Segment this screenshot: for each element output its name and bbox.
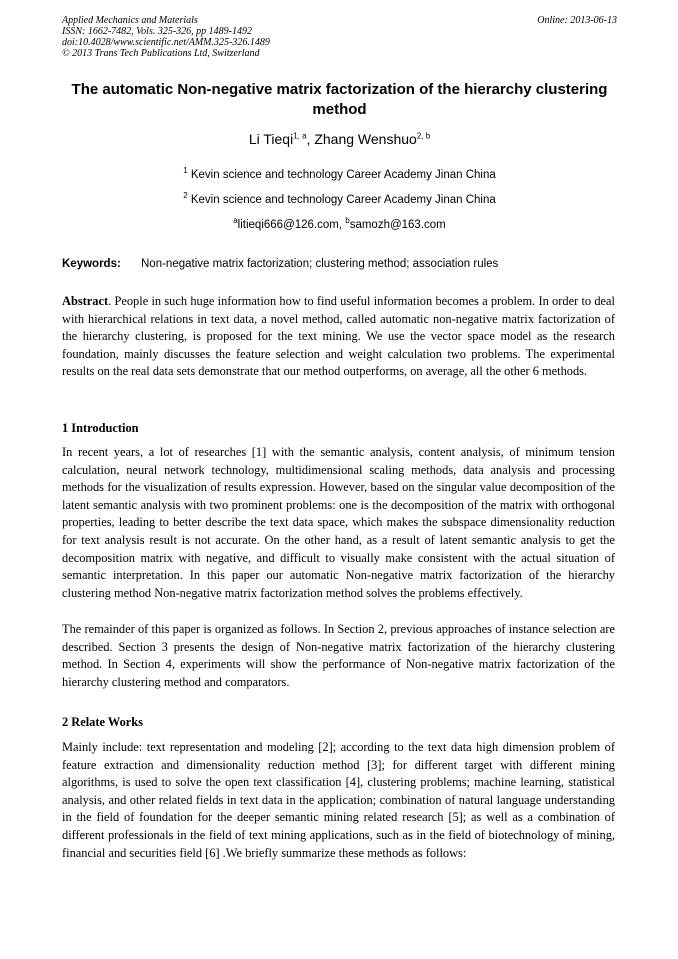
journal-name: Applied Mechanics and Materials	[62, 15, 198, 26]
author-1: Li Tieqi	[248, 131, 294, 147]
doi-line[interactable]: doi:10.4028/www.scientific.net/AMM.325-326.1489	[62, 37, 270, 48]
section-2-heading: 2 Relate Works	[62, 715, 143, 729]
author-1-sup: 1, a	[293, 131, 307, 141]
abstract-text: . People in such huge information how to find useful information becomes a problem. In order to deal with hierarchical relations in text data, a novel method, called automatic non-negative matrix factorization of the hierarchy clustering, is proposed for the text mining. We use the vector space model as the research foundation, mainly discusses the feature selection and weight calculation two problems. The experimental results on the real data sets demonstrate that our method outperforms, on average, all the other 6 methods.	[62, 294, 615, 379]
affiliation-1-text: Kevin science and technology Career Academy Jinan China	[187, 169, 496, 181]
author-2: Zhang Wenshuo	[314, 131, 417, 147]
section-2-paragraph-1: Mainly include: text representation and modeling [2]; according to the text data high dimension problem of feature extraction and dimensionality reduction method [3]; for different target with different mining algorithms, is used to solve the open text classification [4], clustering problems; machine learning, statistical analysis, and other related fields in text data in the application; combination of natural language understanding in the field of foundation for the deeper semantic mining related research [5]; as well as a combination of different professionals in the field of text mining applications, such as in the field of biotechnology of mining, financial and securities field [6] .We briefly summarize these methods as follows:	[62, 740, 615, 860]
email-2-sup: b	[345, 216, 350, 226]
issn-line: ISSN: 1662-7482, Vols. 325-326, pp 1489-1492	[62, 26, 252, 37]
abstract	[62, 293, 615, 381]
affiliation-1-num: 1	[183, 166, 188, 176]
author-line	[62, 130, 617, 148]
email-1[interactable]: litieqi666@126.com	[237, 219, 339, 231]
email-line	[62, 218, 617, 232]
copyright-line: © 2013 Trans Tech Publications Ltd, Switzerland	[62, 48, 260, 59]
author-separator: ,	[306, 131, 315, 147]
email-2[interactable]: samozh@163.com	[349, 219, 446, 231]
journal-header	[62, 15, 617, 59]
paper-title: The automatic Non-negative matrix factorization of the hierarchy clustering method	[71, 81, 608, 118]
affiliation-1	[62, 168, 617, 182]
online-date: Online: 2013-06-13	[537, 15, 617, 26]
keywords-text: Non-negative matrix factorization; clustering method; association rules	[141, 258, 499, 270]
keywords-label: Keywords:	[62, 258, 121, 270]
author-2-sup: 2, b	[416, 131, 431, 141]
section-1-paragraph-1: In recent years, a lot of researches [1] with the semantic analysis, content analysis, of minimum tension calculation, neural network technology, multidimensional scaling methods, data analysis and processing methods for the visualization of results expression. However, based on the singular value decomposition of the latent semantic analysis with two prominent problems: one is the decomposition of the matrix with orthogonal properties, leading to better describe the text data space, which makes the subspace dimensionality reduction for text analysis result is not accurate. On the other hand, as a result of latent semantic analysis to get the decomposition matrix with negative, and difficult to visually make consistent with the actual situation of semantic interpretation. In this paper our automatic Non-negative matrix factorization of the hierarchy clustering method Non-negative matrix factorization method solves the problems effectively.	[62, 445, 615, 600]
abstract-label: Abstract	[62, 294, 109, 308]
affiliation-2-text: Kevin science and technology Career Academy Jinan China	[187, 194, 496, 206]
affiliation-2	[62, 193, 617, 207]
email-1-sup: a	[233, 216, 238, 226]
section-1-heading: 1 Introduction	[62, 421, 139, 435]
affiliation-2-num: 2	[183, 191, 188, 201]
keywords-line	[62, 257, 617, 271]
section-1-paragraph-2: The remainder of this paper is organized as follows. In Section 2, previous approaches of instance selection are described. Section 3 presents the design of Non-negative matrix factorization of the hierarchy clustering method. In Section 4, experiments will show the performance of Non-negative matrix factorization of the hierarchy clustering method and comparators.	[62, 622, 615, 689]
email-separator: ,	[338, 219, 346, 231]
